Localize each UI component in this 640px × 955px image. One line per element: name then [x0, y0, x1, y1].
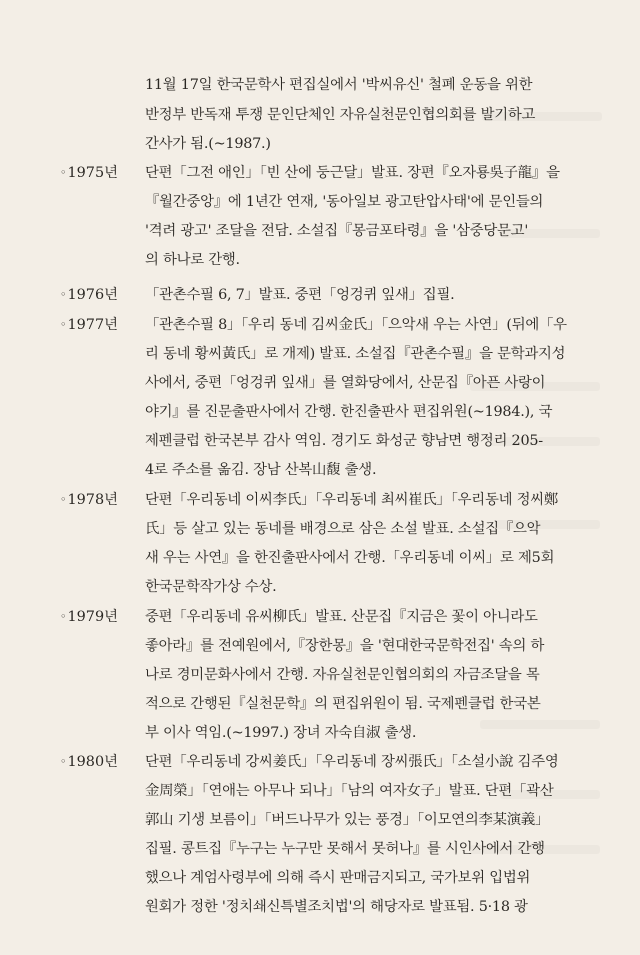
entry-year-label: 1976년 — [67, 287, 119, 303]
entry-text-line: 11월 17일 한국문학사 편집실에서 '박씨유신' 철폐 운동을 위한 — [145, 77, 533, 93]
entry-text-line: 좋아라』를 전예원에서,『장한몽』을 '현대한국문학전집' 속의 하 — [145, 638, 545, 654]
circle-bullet-icon: ◦ — [60, 166, 67, 179]
entry-text-line: 새 우는 사연』을 한진출판사에서 간행.「우리동네 이씨」로 제5회 — [145, 550, 555, 566]
entry-year-label: 1978년 — [67, 492, 119, 508]
entry-text-line: 단편「우리동네 강씨姜氏」「우리동네 장씨張氏」「소설小說 김주영 — [145, 754, 559, 770]
circle-bullet-icon: ◦ — [60, 755, 67, 768]
entry-text-line: 의 하나로 간행. — [145, 252, 240, 268]
entry-year-label: 1980년 — [67, 754, 119, 770]
entry-text-line: '격려 광고' 조달을 전담. 소설집『몽금포타령』을 '삼중당문고' — [145, 223, 529, 239]
entry-year — [60, 166, 118, 180]
entry-text-line: 했으나 계엄사령부에 의해 즉시 판매금지되고, 국가보위 입법위 — [145, 870, 531, 886]
entry-text-line: 한국문학작가상 수상. — [145, 579, 277, 595]
entry-text-line: 적으로 간행된『실천문학』의 편집위원이 됨. 국제펜클럽 한국본 — [145, 696, 541, 712]
circle-bullet-icon: ◦ — [60, 288, 67, 301]
entry-text-line: 야기』를 진문출판사에서 간행. 한진출판사 편집위원(~1984.), 국 — [145, 404, 553, 420]
entry-year-label: 1977년 — [67, 317, 119, 333]
entry-year — [60, 493, 118, 507]
entry-text-line: 중편「우리동네 유씨柳氏」발표. 산문집『지금은 꽃이 아니라도 — [145, 609, 538, 625]
entry-text-line: 리 동네 황씨黃氏」로 개제) 발표. 소설집『관촌수필』을 문학과지성 — [145, 346, 566, 362]
entry-text-line: 원회가 정한 '정치쇄신특별조치법'의 해당자로 발표됨. 5·18 광 — [145, 899, 528, 915]
entry-text-line: 사에서, 중편「엉겅퀴 잎새」를 열화당에서, 산문집『아픈 사랑이 — [145, 375, 546, 391]
entry-text-line: 『월간중앙』에 1년간 연재, '동아일보 광고탄압사태'에 문인들의 — [145, 194, 544, 210]
entry-year — [60, 610, 118, 624]
entry-text-line: 氏」등 살고 있는 동네를 배경으로 삼은 소설 발표. 소설집『으악 — [145, 521, 541, 537]
entry-year-label: 1975년 — [67, 165, 119, 181]
circle-bullet-icon: ◦ — [60, 610, 67, 623]
entry-year-label: 1979년 — [67, 609, 119, 625]
entry-text-line: 郭山 기생 보름이」「버드나무가 있는 풍경」「이모연의李某演義」 — [145, 812, 550, 828]
entry-text-line: 간사가 됨.(~1987.) — [145, 136, 271, 152]
entry-text-line: 단편「우리동네 이씨李氏」「우리동네 최씨崔氏」「우리동네 정씨鄭 — [145, 492, 559, 508]
circle-bullet-icon: ◦ — [60, 493, 67, 506]
entry-text-line: 제펜클럽 한국본부 감사 역임. 경기도 화성군 향남면 행정리 205- — [145, 433, 543, 449]
entry-text-line: 반정부 반독재 투쟁 문인단체인 자유실천문인협의회를 발기하고 — [145, 107, 536, 123]
entry-text-line: 부 이사 역임.(~1997.) 장녀 자숙自淑 출생. — [145, 725, 417, 741]
entry-year — [60, 755, 118, 769]
entry-text-line: 「관촌수필 6, 7」발표. 중편「엉겅퀴 잎새」집필. — [145, 287, 455, 303]
entry-text-line: 「관촌수필 8」「우리 동네 김씨金氏」「으악새 우는 사연」(뒤에「우 — [145, 317, 567, 333]
entry-text-line: 4로 주소를 옮김. 장남 산복山馥 출생. — [145, 462, 377, 478]
entry-text-line: 집필. 콩트집『누구는 누구만 못해서 못허나』를 시인사에서 간행 — [145, 841, 545, 857]
circle-bullet-icon: ◦ — [60, 318, 67, 331]
entry-year — [60, 318, 118, 332]
entry-text-line: 나로 경미문화사에서 간행. 자유실천문인협의회의 자금조달을 목 — [145, 667, 540, 683]
entry-text-line: 단편「그전 애인」「빈 산에 둥근달」발표. 장편『오자룡吳子龍』을 — [145, 165, 560, 181]
entry-year — [60, 288, 118, 302]
entry-text-line: 金周榮」「연애는 아무나 되나」「남의 여자女子」발표. 단편「곽산 — [145, 783, 554, 799]
